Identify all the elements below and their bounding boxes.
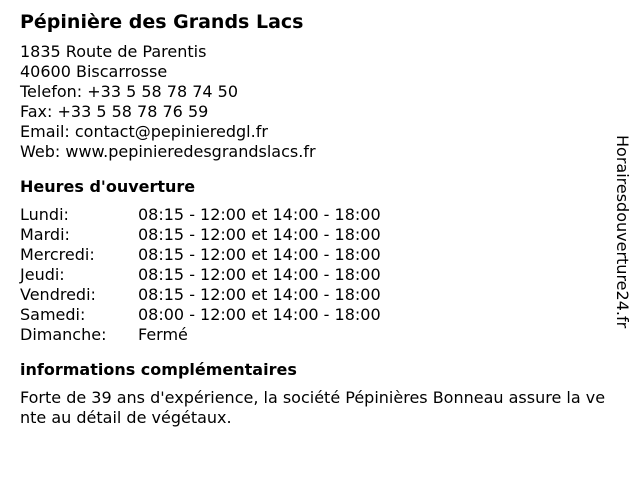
hours-row-wednesday bbox=[20, 245, 610, 265]
hours-heading: Heures d'ouverture bbox=[20, 177, 196, 196]
hours-row-thursday bbox=[20, 265, 610, 285]
email-label: Email: bbox=[20, 122, 75, 141]
day-label: Mardi: bbox=[20, 225, 70, 244]
hours-value: 08:15 - 12:00 et 14:00 - 18:00 bbox=[138, 225, 381, 244]
hours-row-monday bbox=[20, 205, 610, 225]
site-watermark: Horairesdouverture24.fr bbox=[613, 135, 632, 329]
day-label: Vendredi: bbox=[20, 285, 96, 304]
web-row bbox=[20, 142, 610, 162]
hours-value: 08:15 - 12:00 et 14:00 - 18:00 bbox=[138, 205, 381, 224]
hours-value: Fermé bbox=[138, 325, 188, 344]
business-card bbox=[20, 10, 610, 428]
day-label: Mercredi: bbox=[20, 245, 95, 264]
hours-row-friday bbox=[20, 285, 610, 305]
hours-value: 08:15 - 12:00 et 14:00 - 18:00 bbox=[138, 285, 381, 304]
phone-number[interactable]: Telefon: +33 5 58 78 74 50 bbox=[20, 82, 239, 101]
info-heading: informations complémentaires bbox=[20, 360, 297, 379]
fax-number: Fax: +33 5 58 78 76 59 bbox=[20, 102, 209, 121]
hours-row-tuesday bbox=[20, 225, 610, 245]
day-label: Lundi: bbox=[20, 205, 69, 224]
info-text: Forte de 39 ans d'expérience, la société Pépinières Bonneau assure la vente au détail de végétaux. bbox=[20, 388, 606, 427]
address-line-2: 40600 Biscarrosse bbox=[20, 62, 168, 81]
hours-row-saturday bbox=[20, 305, 610, 325]
day-label: Dimanche: bbox=[20, 325, 107, 344]
hours-value: 08:15 - 12:00 et 14:00 - 18:00 bbox=[138, 265, 381, 284]
email-link[interactable]: contact@pepinieredgl.fr bbox=[74, 122, 268, 141]
hours-row-sunday bbox=[20, 325, 610, 345]
web-link[interactable]: www.pepinieredesgrandslacs.fr bbox=[65, 142, 316, 161]
day-label: Jeudi: bbox=[20, 265, 65, 284]
web-label: Web: bbox=[20, 142, 66, 161]
email-row bbox=[20, 122, 610, 142]
business-name: Pépinière des Grands Lacs bbox=[20, 11, 304, 33]
address-line-1: 1835 Route de Parentis bbox=[20, 42, 207, 61]
hours-value: 08:15 - 12:00 et 14:00 - 18:00 bbox=[138, 245, 381, 264]
day-label: Samedi: bbox=[20, 305, 86, 324]
hours-table bbox=[20, 205, 610, 345]
hours-value: 08:00 - 12:00 et 14:00 - 18:00 bbox=[138, 305, 381, 324]
